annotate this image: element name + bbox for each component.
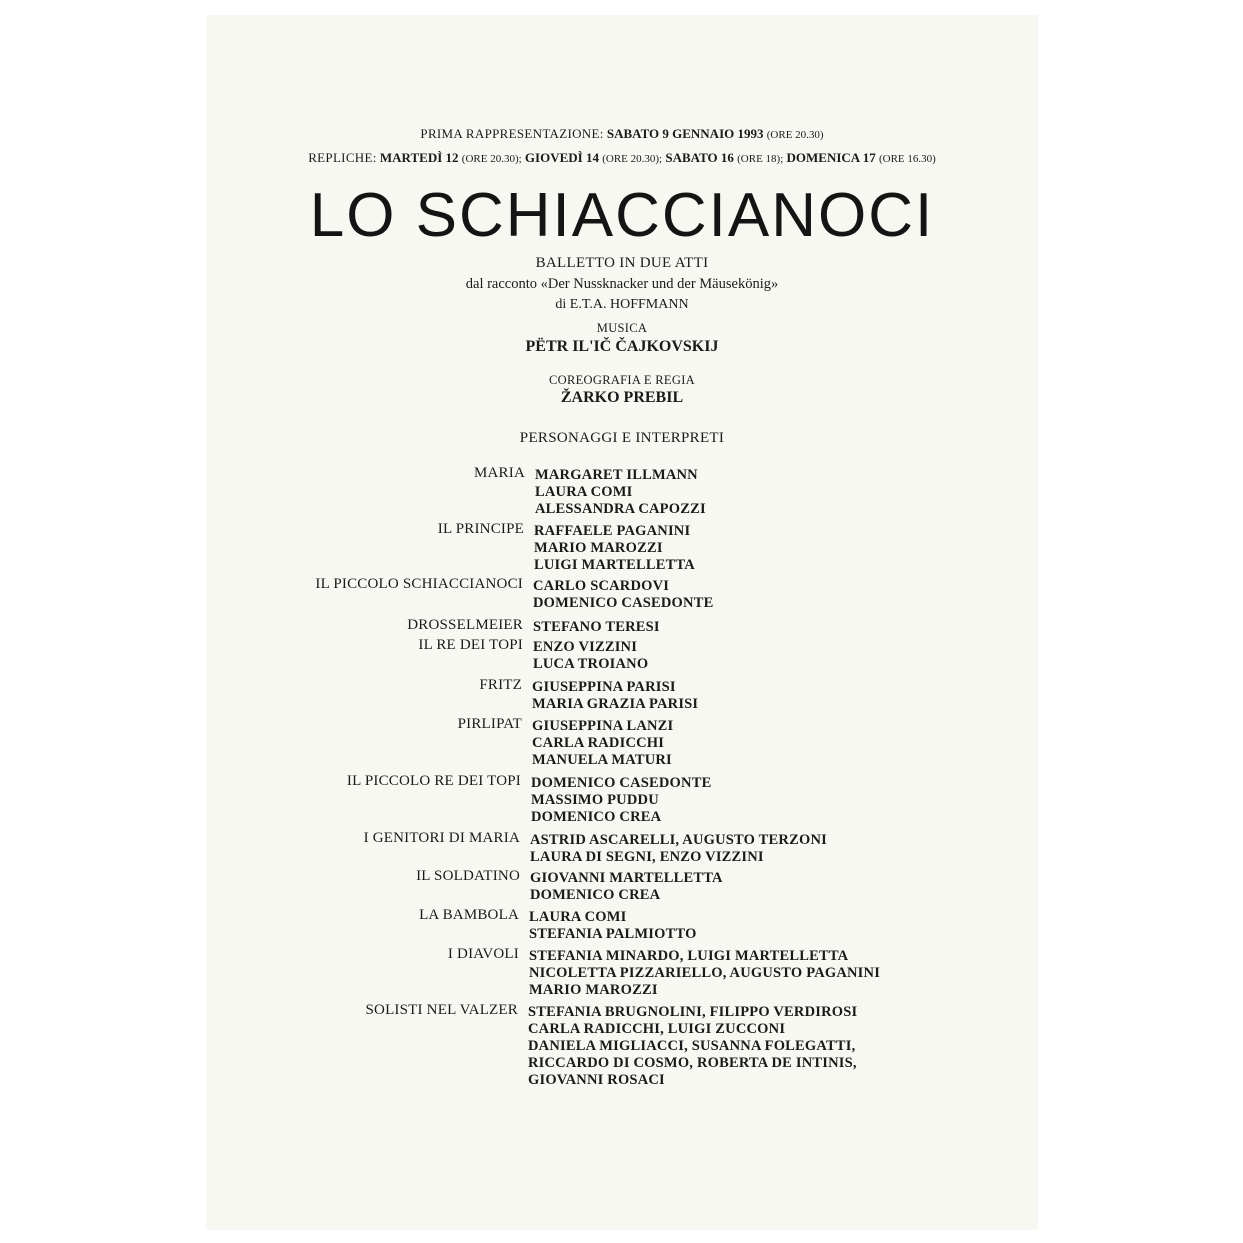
performer-name: CARLO SCARDOVI [533, 578, 670, 594]
choreographer-name: ŽARKO PREBIL [560, 389, 684, 406]
performer-name: MASSIMO PUDDU [531, 792, 659, 808]
performer-name: MANUELA MATURI [532, 752, 672, 768]
performer-name: LAURA COMI [529, 909, 627, 925]
performer-list [528, 1004, 857, 1089]
performer-list [533, 619, 660, 636]
performer-list [531, 775, 711, 826]
music-label: MUSICA [596, 321, 648, 335]
replica-time: (ORE 16.30) [878, 153, 936, 165]
performer-list [529, 948, 880, 999]
performer-list [532, 679, 698, 713]
replica-time: (ORE 20.30); [461, 153, 522, 165]
premiere-date: SABATO 9 GENNAIO 1993 [606, 126, 764, 141]
performer-name: ALESSANDRA CAPOZZI [535, 501, 706, 517]
role-name: LA BAMBOLA [419, 907, 519, 923]
performer-name: GIOVANNI MARTELLETTA [530, 870, 723, 886]
performer-name: STEFANIA PALMIOTTO [529, 926, 697, 942]
performer-name: RAFFAELE PAGANINI [534, 523, 691, 539]
performer-name: CARLA RADICCHI [532, 735, 665, 751]
performer-name: STEFANO TERESI [533, 619, 660, 635]
cast-list [206, 15, 1038, 1230]
performer-name: DOMENICO CREA [530, 887, 661, 903]
performer-list [532, 718, 673, 769]
performer-name: DOMENICO CASEDONTE [531, 775, 712, 791]
performer-name: LUCA TROIANO [533, 656, 649, 672]
performer-name: GIUSEPPINA LANZI [532, 718, 674, 734]
ballet-subtitle: BALLETTO IN DUE ATTI [535, 255, 709, 271]
replica-time: (ORE 20.30); [602, 153, 663, 165]
performer-name: DOMENICO CREA [531, 809, 662, 825]
role-name: IL PICCOLO RE DEI TOPI [346, 773, 521, 789]
role-name: I GENITORI DI MARIA [363, 830, 520, 846]
program-page [206, 15, 1038, 1230]
performer-list [535, 467, 706, 518]
source-story: dal racconto «Der Nussknacker und der Mäusekönig» [465, 276, 779, 292]
performer-name: NICOLETTA PIZZARIELLO, AUGUSTO PAGANINI [529, 965, 881, 981]
premiere-label: PRIMA RAPPRESENTAZIONE: [420, 126, 604, 141]
replica-date: GIOVEDÌ 14 [524, 150, 599, 165]
performer-list [533, 639, 648, 673]
replica-date: DOMENICA 17 [786, 150, 876, 165]
role-name: SOLISTI NEL VALZER [365, 1002, 518, 1018]
premiere-time: (ORE 20.30) [766, 129, 824, 141]
performer-list [533, 578, 713, 612]
performer-list [534, 523, 695, 574]
role-name: MARIA [473, 465, 525, 481]
performer-name: STEFANIA BRUGNOLINI, FILIPPO VERDIROSI [528, 1004, 858, 1020]
performer-name: CARLA RADICCHI, LUIGI ZUCCONI [528, 1021, 786, 1037]
performer-name: RICCARDO DI COSMO, ROBERTA DE INTINIS, [528, 1055, 857, 1071]
performer-name: DOMENICO CASEDONTE [533, 595, 714, 611]
performer-name: MARIO MAROZZI [534, 540, 663, 556]
performer-name: GIOVANNI ROSACI [528, 1072, 665, 1088]
role-name: I DIAVOLI [447, 946, 519, 962]
composer-name: PËTR IL'IČ ČAJKOVSKIJ [525, 338, 719, 355]
performer-list [529, 909, 697, 943]
replica-date: SABATO 16 [665, 150, 734, 165]
story-author: di E.T.A. HOFFMANN [555, 297, 689, 312]
role-name: IL PRINCIPE [437, 521, 524, 537]
role-name: IL SOLDATINO [416, 868, 520, 884]
performer-name: DANIELA MIGLIACCI, SUSANNA FOLEGATTI, [528, 1038, 856, 1054]
performer-name: MARIO MAROZZI [529, 982, 658, 998]
performer-list [530, 832, 827, 866]
cast-heading: PERSONAGGI E INTERPRETI [519, 430, 725, 446]
role-name: DROSSELMEIER [407, 617, 523, 633]
performer-name: STEFANIA MINARDO, LUIGI MARTELLETTA [529, 948, 849, 964]
role-name: PIRLIPAT [457, 716, 522, 732]
performer-name: MARIA GRAZIA PARISI [532, 696, 699, 712]
replica-date: MARTEDÌ 12 [379, 150, 459, 165]
performer-name: ASTRID ASCARELLI, AUGUSTO TERZONI [530, 832, 827, 848]
ballet-title: LO SCHIACCIANOCI [309, 181, 935, 250]
performer-name: LUIGI MARTELLETTA [534, 557, 695, 573]
performer-name: GIUSEPPINA PARISI [532, 679, 676, 695]
performer-name: LAURA DI SEGNI, ENZO VIZZINI [530, 849, 764, 865]
replica-time: (ORE 18); [737, 153, 784, 165]
role-name: IL RE DEI TOPI [418, 637, 523, 653]
role-name: FRITZ [479, 677, 522, 693]
choreography-label: COREOGRAFIA E REGIA [549, 373, 695, 387]
performer-list [530, 870, 723, 904]
performer-name: LAURA COMI [535, 484, 633, 500]
performer-name: ENZO VIZZINI [533, 639, 638, 655]
repliche-label: REPLICHE: [308, 150, 377, 165]
performer-name: MARGARET ILLMANN [535, 467, 698, 483]
role-name: IL PICCOLO SCHIACCIANOCI [315, 576, 523, 592]
